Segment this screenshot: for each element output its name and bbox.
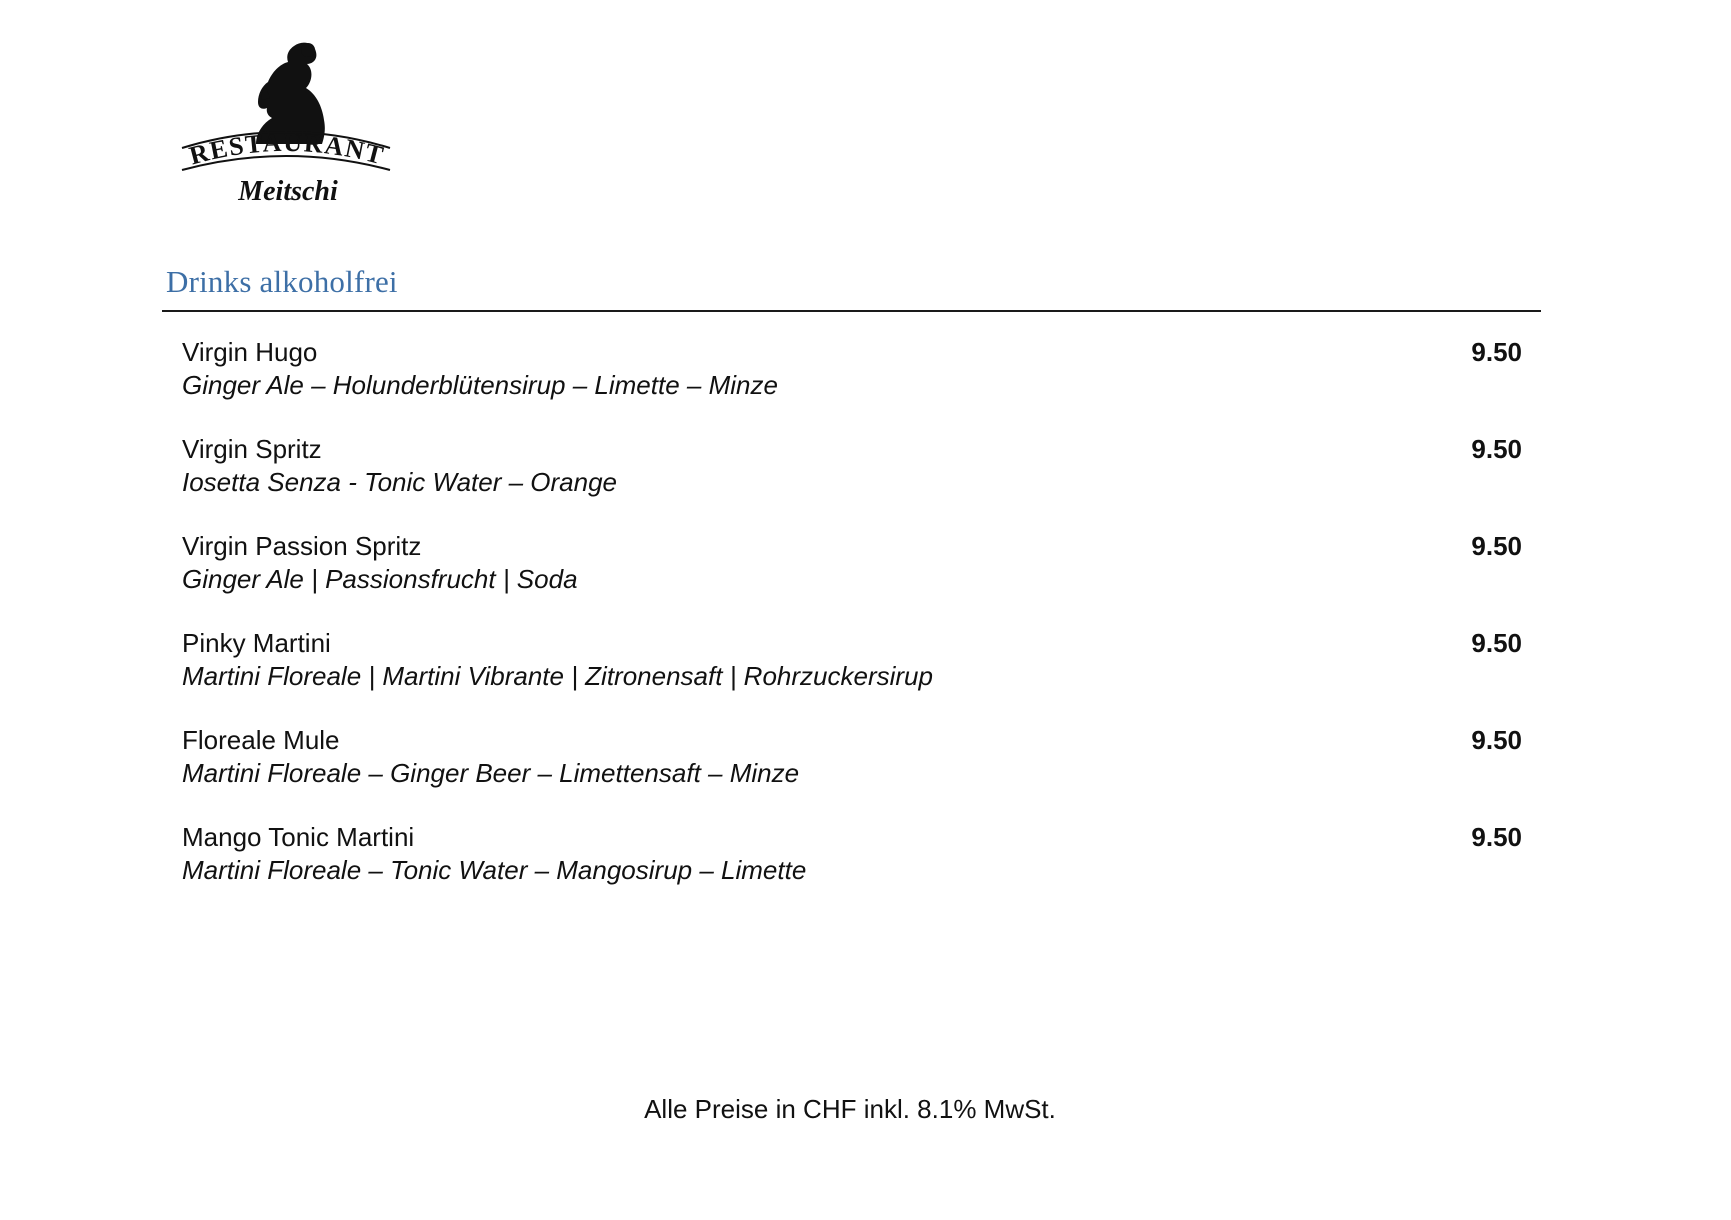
logo-line2: Meitschi (238, 176, 338, 207)
item-description: Iosetta Senza - Tonic Water – Orange (182, 467, 618, 497)
item-price: 9.50 (1471, 434, 1522, 464)
menu-item (182, 433, 1522, 530)
section-divider (162, 310, 1541, 312)
item-description: Ginger Ale – Holunderblütensirup – Limette – Minze (182, 370, 778, 400)
item-description: Martini Floreale – Ginger Beer – Limettensaft – Minze (182, 758, 800, 788)
woman-silhouette-icon (176, 38, 396, 213)
menu-item (182, 336, 1522, 433)
item-price: 9.50 (1471, 822, 1522, 852)
drinks-menu-list (182, 336, 1522, 918)
logo-line1: RESTAURANT (186, 127, 388, 171)
svg-text:RESTAURANT (186, 128, 387, 171)
item-name: Pinky Martini (182, 628, 331, 658)
menu-item (182, 530, 1522, 627)
item-name: Virgin Passion Spritz (182, 531, 422, 561)
item-description: Martini Floreale | Martini Vibrante | Zitronensaft | Rohrzuckersirup (182, 661, 933, 691)
restaurant-logo (176, 38, 396, 213)
item-name: Floreale Mule (182, 725, 340, 755)
menu-item (182, 821, 1522, 918)
item-price: 9.50 (1471, 531, 1522, 561)
section-title: Drinks alkoholfrei (166, 264, 398, 299)
item-name: Virgin Hugo (182, 337, 318, 367)
price-footnote: Alle Preise in CHF inkl. 8.1% MwSt. (644, 1094, 1056, 1124)
item-description: Ginger Ale | Passionsfrucht | Soda (182, 564, 578, 594)
item-price: 9.50 (1471, 337, 1522, 367)
item-name: Virgin Spritz (182, 434, 322, 464)
item-name: Mango Tonic Martini (182, 822, 415, 852)
item-price: 9.50 (1471, 725, 1522, 755)
menu-item (182, 627, 1522, 724)
item-description: Martini Floreale – Tonic Water – Mangosirup – Limette (182, 855, 807, 885)
item-price: 9.50 (1471, 628, 1522, 658)
menu-item (182, 724, 1522, 821)
